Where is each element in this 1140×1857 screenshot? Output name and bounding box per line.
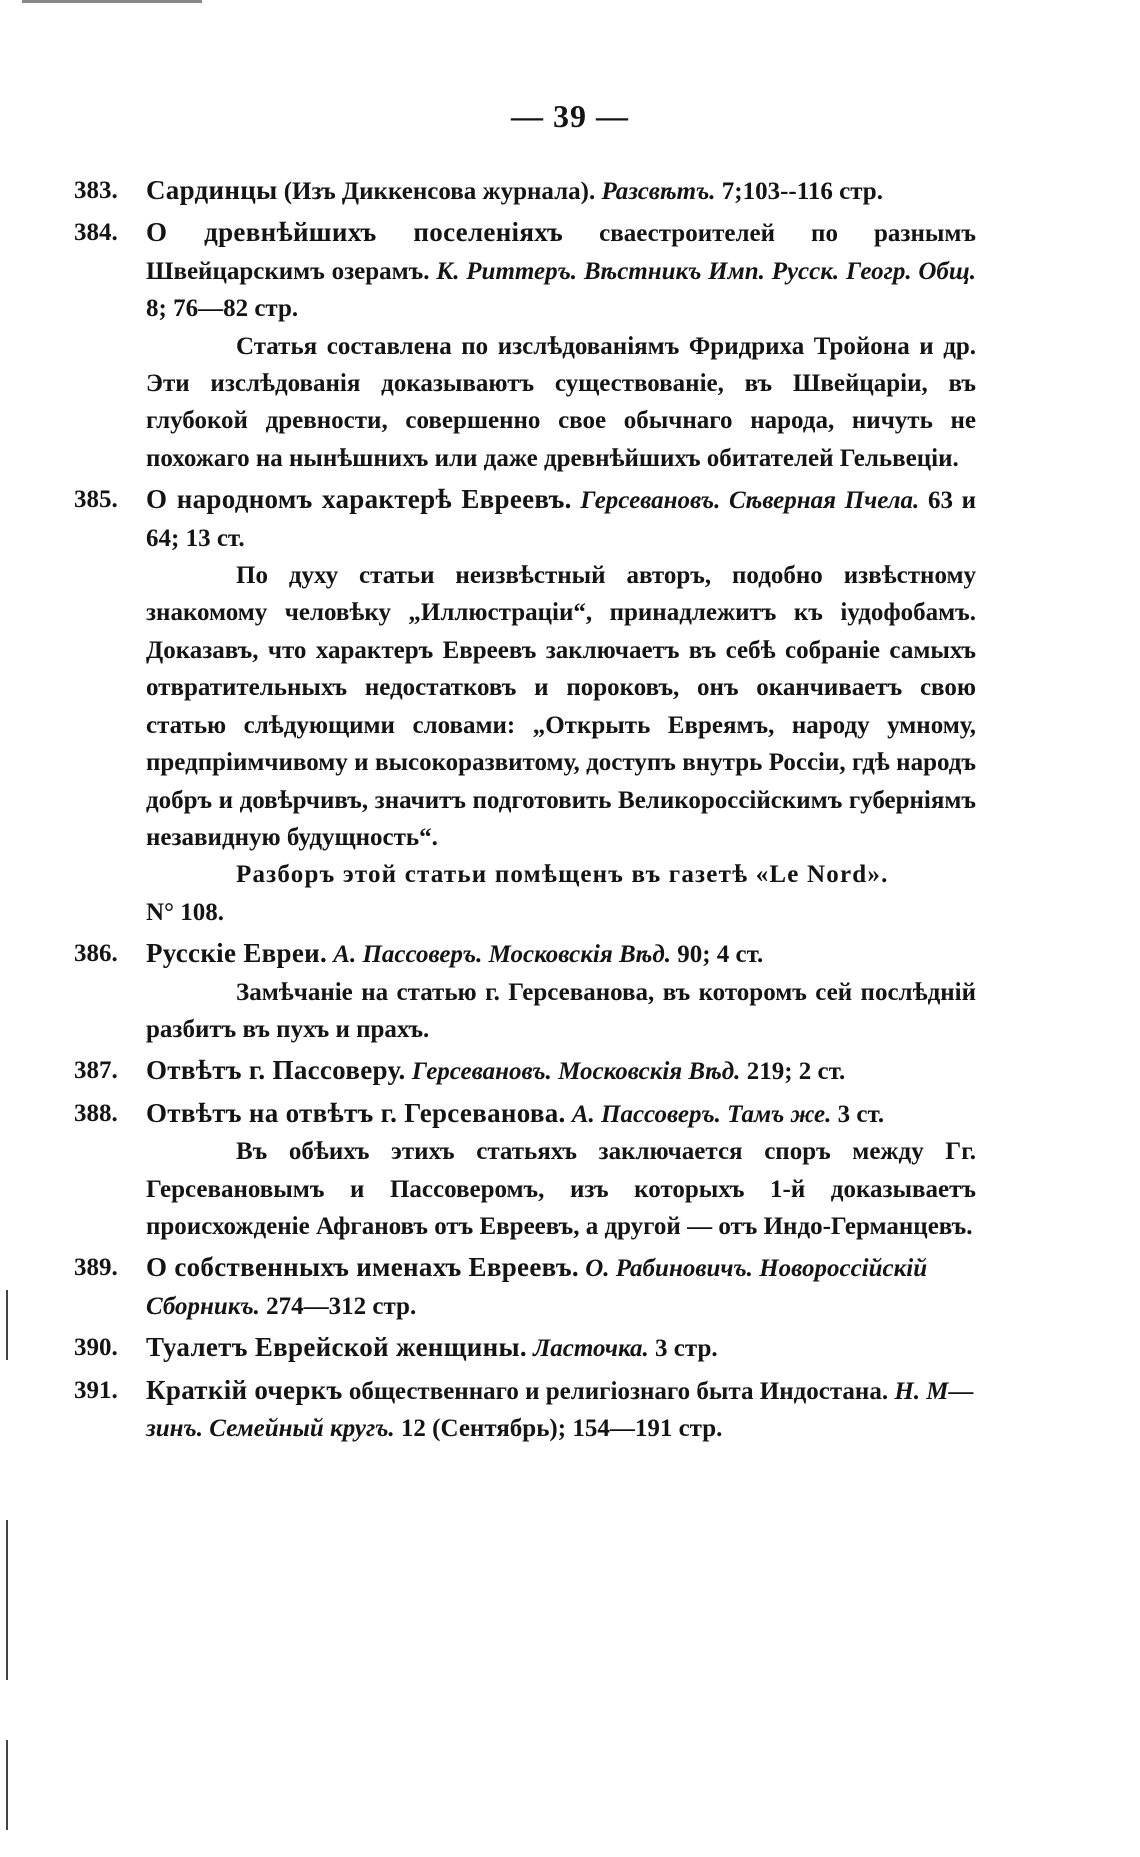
entry-number: 389. [74, 1254, 118, 1282]
entry-388 [74, 1095, 976, 1246]
bibliography-list [74, 172, 976, 1447]
page-number: — 39 — [511, 98, 629, 134]
top-rule [22, 0, 202, 3]
entry-391 [74, 1372, 976, 1448]
entry-details: 7;103--116 стр. [715, 178, 883, 205]
entry-title: Краткій очеркъ [146, 1374, 343, 1405]
entry-details: 8; 76—82 стр. [146, 295, 299, 323]
margin-mark [6, 1740, 8, 1830]
entry-title: Отвѣтъ г. Пассоверу. [146, 1055, 406, 1086]
entry-details: 12 (Сентябрь); 154—191 стр. [394, 1415, 723, 1442]
margin-mark [6, 1520, 8, 1680]
entry-title: О народномъ характерѣ Евреевъ. [146, 484, 572, 515]
entry-note: Въ обѣихъ этихъ статьяхъ заключается споръ между Гг. Герсевановымъ и Пассоверомъ, изъ которыхъ 1-й доказываетъ происхожденіе Афгановъ отъ Евреевъ, а другой — отъ Индо-Германцевъ. [146, 1138, 976, 1240]
entry-384 [74, 214, 976, 477]
entry-details: 3 ст. [831, 1100, 885, 1128]
entry-author: К. Риттеръ. [436, 257, 578, 285]
entry-383 [74, 172, 976, 210]
entry-390 [74, 1329, 976, 1367]
entry-385 [74, 481, 976, 931]
entry-title: Туалетъ Еврейской женщины. [146, 1332, 527, 1363]
entry-note: N° 108. [146, 898, 225, 926]
entry-source: Разсвѣтъ. [601, 178, 716, 205]
entry-387 [74, 1052, 976, 1090]
entry-author: А. Пассоверъ. [565, 1100, 721, 1128]
entry-number: 384. [74, 219, 118, 247]
entry-source: Московскія Вѣд. [482, 941, 671, 969]
entry-source: Семейный кругъ. [202, 1415, 395, 1442]
entry-note: Разборъ этой статьи помѣщенъ въ газетѣ «Le Nord». [236, 861, 889, 889]
entry-number: 388. [74, 1099, 118, 1127]
entry-details: 3 стр. [648, 1335, 718, 1363]
entry-text: сваестроителей по разнымъ Швейцарскимъ озерамъ. [146, 220, 976, 285]
entry-title: Сардинцы [146, 175, 278, 205]
entry-title: Русскіе Евреи. [146, 938, 328, 969]
entry-number: 385. [74, 486, 118, 514]
entry-title: Отвѣтъ на отвѣтъ г. Герсеванова. [146, 1097, 566, 1128]
entry-number: 383. [74, 177, 118, 204]
entry-source: Московскія Вѣд. [551, 1058, 741, 1086]
entry-author: А. Пассоверъ. [327, 941, 483, 969]
entry-note: Замѣчаніе на статью г. Герсеванова, въ которомъ сей послѣдній разбитъ въ пухъ и прахъ. [146, 978, 976, 1043]
entry-details: 274—312 стр. [259, 1292, 417, 1320]
entry-number: 391. [74, 1376, 118, 1404]
entry-number: 387. [74, 1057, 118, 1085]
entry-386 [74, 935, 976, 1048]
entry-details: 90; 4 ст. [670, 941, 764, 969]
entry-389 [74, 1249, 976, 1325]
entry-note: Статья составлена по изслѣдованіямъ Фридриха Тройона и др. Эти изслѣдованія доказываютъ существованіе, въ Швейцаріи, въ глубокой древности, совершенно свое обычнаго народа, ничуть не похожаго на нынѣшнихъ или даже древнѣйшихъ обитателей Гельвеціи. [146, 332, 976, 472]
entry-details: 219; 2 ст. [740, 1058, 846, 1086]
entry-author: О. Рабиновичъ. [578, 1255, 753, 1283]
entry-number: 386. [74, 940, 118, 968]
entry-source: Новороссійскій Сборникъ. [146, 1255, 928, 1320]
entry-author: Герсевановъ. [571, 487, 721, 515]
entry-source: Ласточка. [526, 1335, 649, 1363]
entry-number: 390. [74, 1334, 118, 1362]
entry-title: О древнѣйшихъ поселеніяхъ [146, 217, 564, 248]
entry-details: 63 и 64; 13 ст. [146, 487, 976, 552]
entry-note: По духу статьи неизвѣстный авторъ, подобно извѣстному знакомому человѣку „Иллюстраціи“, принадлежитъ къ іудофобамъ. Доказавъ, что характеръ Евреевъ заключаетъ въ себѣ собраніе самыхъ отвратительныхъ недостатковъ и пороковъ, онъ оканчиваетъ свою статью слѣдующими словами: „Открыть Евреямъ, народу умному, предпріимчивому и высокоразвитому, доступъ внутрь Россіи, гдѣ народъ добръ и довѣрчивъ, значитъ подготовить Великороссійскимъ губерніямъ незавидную будущность“. [146, 562, 976, 851]
entry-title: О собственныхъ именахъ Евреевъ. [146, 1252, 579, 1283]
entry-source: Вѣстникъ Имп. Русск. Геогр. Общ. [577, 257, 976, 285]
entry-author: Н. М—зинъ. [146, 1377, 974, 1442]
entry-author: Герсевановъ. [405, 1058, 552, 1086]
entry-source: Сѣверная Пчела. [720, 487, 920, 515]
entry-text: общественнаго и религіознаго быта Индостана. [342, 1377, 895, 1405]
entry-source: Тамъ же. [720, 1100, 832, 1128]
margin-mark [6, 1290, 8, 1360]
entry-text: (Изъ Диккенсова журнала). [277, 178, 602, 205]
